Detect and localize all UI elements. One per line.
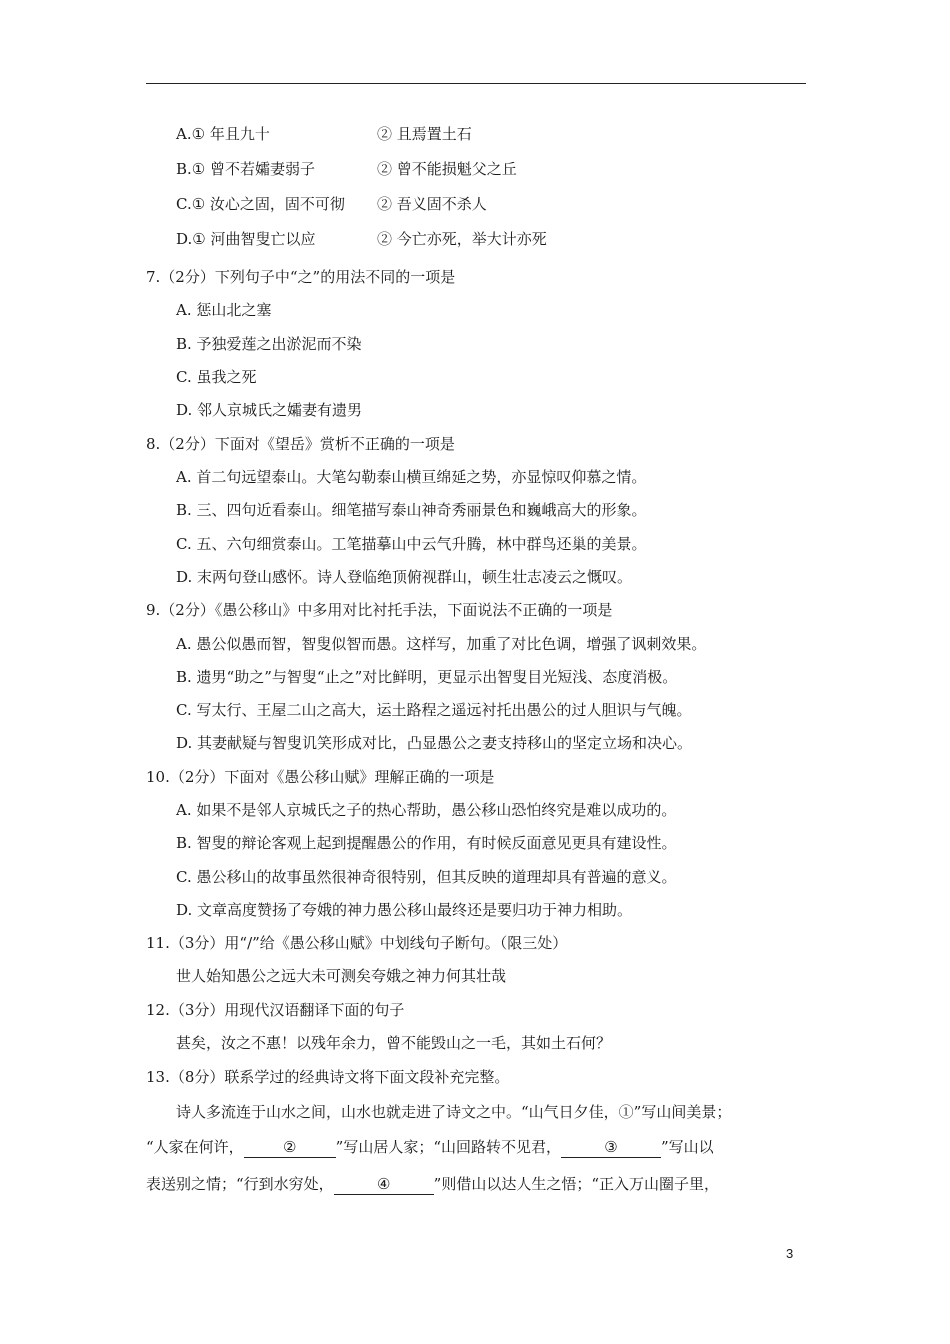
q7-option-b: B. 予独爱莲之出淤泥而不染 [176,335,362,353]
q6-option-a-1: A.① 年且九十 [176,125,270,143]
q10-option-b: B. 智叟的辩论客观上起到提醒愚公的作用，有时候反面意见更具有建设性。 [176,834,677,852]
q6-option-b-1: B.① 曾不若孀妻弱子 [176,160,316,178]
q7-option-a: A. 惩山北之塞 [176,301,272,319]
page-number: 3 [786,1246,794,1261]
q6-option-b-2: ② 曾不能损魁父之丘 [377,160,517,178]
q7-option-c: C. 虽我之死 [176,368,257,386]
q9-option-a: A. 愚公似愚而智，智叟似智而愚。这样写，加重了对比色调，增强了讽刺效果。 [176,635,707,653]
q7-option-d: D. 邻人京城氏之孀妻有遗男 [176,401,363,419]
q8-option-a: A. 首二句远望泰山。大笔勾勒泰山横亘绵延之势，亦显惊叹仰慕之情。 [176,468,647,486]
q13-paragraph-line-3: 表送别之情；“行到水穷处， ④ ”则借山以达人生之悟；“正入万山圈子里， [146,1175,720,1193]
q9-option-d: D. 其妻献疑与智叟讥笑形成对比，凸显愚公之妻支持移山的坚定立场和决心。 [176,734,693,752]
q8-option-d: D. 末两句登山感怀。诗人登临绝顶俯视群山，顿生壮志凌云之慨叹。 [176,568,633,586]
q6-option-d-1: D.① 河曲智叟亡以应 [176,230,316,248]
blank-3[interactable]: ③ [561,1137,661,1158]
q10-option-c: C. 愚公移山的故事虽然很神奇很特别，但其反映的道理却具有普遍的意义。 [176,868,677,886]
q13-paragraph-line-1: 诗人多流连于山水之间，山水也就走进了诗文之中。“山气日夕佳，①”写山间美景； [176,1103,732,1121]
q12-sentence: 甚矣，汝之不惠！以残年余力，曾不能毁山之一毛，其如土石何？ [176,1034,612,1052]
q10-option-d: D. 文章高度赞扬了夸娥的神力愚公移山最终还是要归功于神力相助。 [176,901,633,919]
question-7-stem: 7.（2分）下列句子中“之”的用法不同的一项是 [146,268,456,286]
question-10-stem: 10.（2分）下面对《愚公移山赋》理解正确的一项是 [146,768,495,786]
blank-2[interactable]: ② [244,1137,336,1158]
q8-option-c: C. 五、六句细赏泰山。工笔描摹山中云气升腾，林中群鸟还巢的美景。 [176,535,647,553]
question-11-stem: 11.（3分）用“/”给《愚公移山赋》中划线句子断句。（限三处） [146,934,568,952]
q6-option-a-2: ② 且焉置土石 [377,125,472,143]
header-rule [146,83,806,84]
question-9-stem: 9.（2分）《愚公移山》中多用对比衬托手法，下面说法不正确的一项是 [146,601,613,619]
question-8-stem: 8.（2分）下面对《望岳》赏析不正确的一项是 [146,435,455,453]
q13-paragraph-line-2: “人家在何许， ② ”写山居人家；“山回路转不见君， ③ ”写山以 [146,1138,714,1156]
q6-option-c-1: C.① 汝心之固，固不可彻 [176,195,345,213]
blank-4[interactable]: ④ [334,1174,434,1195]
q6-option-c-2: ② 吾义固不杀人 [377,195,487,213]
q9-option-c: C. 写太行、王屋二山之高大，运土路程之遥远衬托出愚公的过人胆识与气魄。 [176,701,692,719]
q8-option-b: B. 三、四句近看泰山。细笔描写泰山神奇秀丽景色和巍峨高大的形象。 [176,501,647,519]
question-13-stem: 13.（8分）联系学过的经典诗文将下面文段补充完整。 [146,1068,510,1086]
q10-option-a: A. 如果不是邻人京城氏之子的热心帮助，愚公移山恐怕终究是难以成功的。 [176,801,677,819]
question-12-stem: 12.（3分）用现代汉语翻译下面的句子 [146,1001,405,1019]
q9-option-b: B. 遗男“助之”与智叟“止之”对比鲜明，更显示出智叟目光短浅、态度消极。 [176,668,678,686]
q6-option-d-2: ② 今亡亦死，举大计亦死 [377,230,547,248]
q11-sentence: 世人始知愚公之远大未可测矣夸娥之神力何其壮哉 [176,967,507,985]
